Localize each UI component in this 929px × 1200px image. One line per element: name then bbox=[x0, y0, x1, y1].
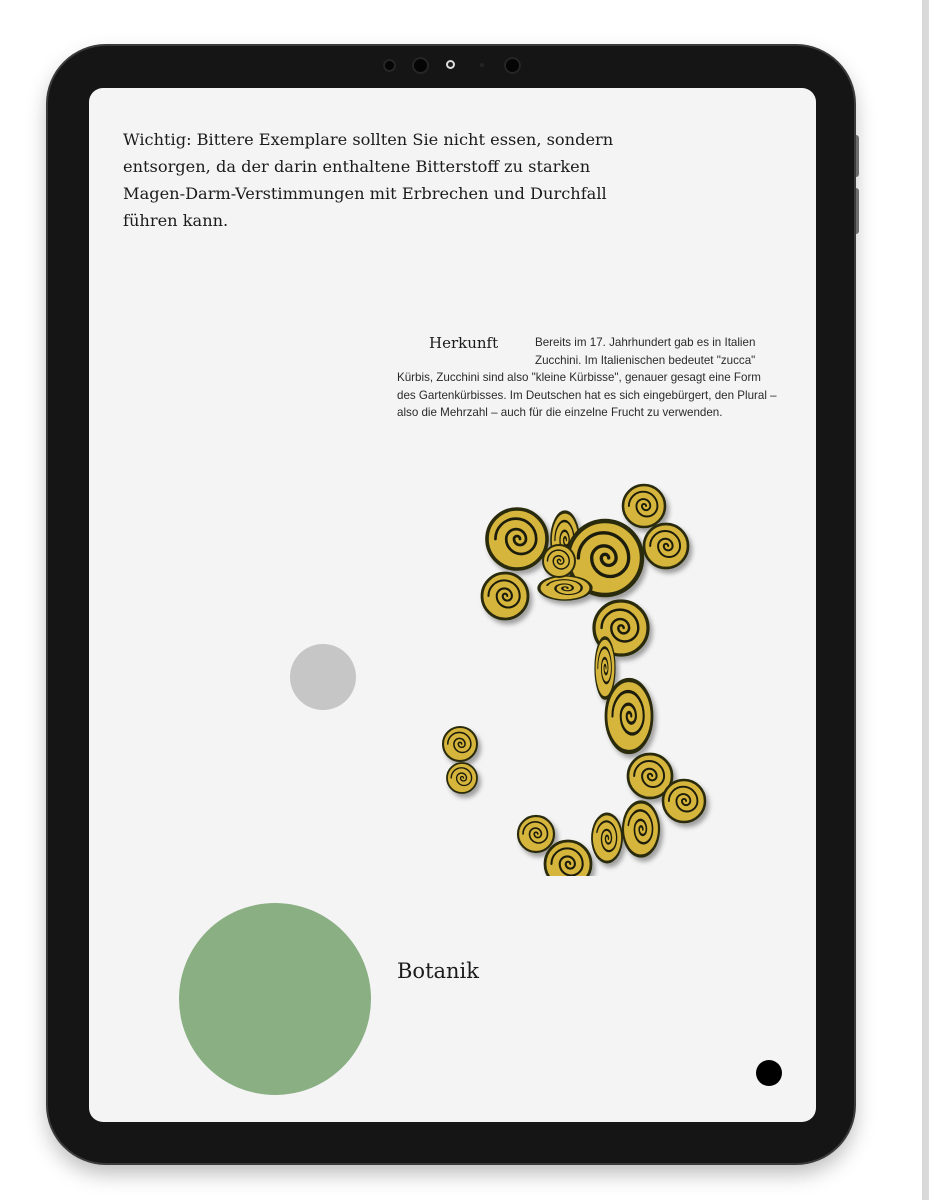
volume-up-button bbox=[854, 135, 859, 177]
light-sensor-icon bbox=[480, 63, 484, 67]
herkunft-body: Bereits im 17. Jahrhundert gab es in Italien Zucchini. Im Italienischen bedeutet "zucca" Kürbis, Zucchini sind also "kleine Kürbisse", genauer gesagt eine Form des Gartenkürbisses. Im Deutschen hat es sich eingebürgert, den Plural – also die Mehrzahl – auch für die einzelne Frucht zu verwenden. bbox=[397, 336, 777, 419]
section-circle bbox=[179, 903, 371, 1095]
camera-icon bbox=[412, 57, 429, 74]
camera-bar bbox=[48, 57, 854, 73]
volume-down-button bbox=[854, 188, 859, 234]
herkunft-heading: Herkunft bbox=[429, 334, 499, 352]
marker-dot bbox=[290, 644, 356, 710]
indicator-icon bbox=[446, 60, 455, 69]
navigation-dot-button[interactable] bbox=[756, 1060, 782, 1086]
tablet-frame bbox=[48, 46, 854, 1163]
face-id-icon bbox=[504, 57, 521, 74]
section-title-botanik: Botanik bbox=[397, 959, 480, 983]
app-screen bbox=[89, 88, 816, 1122]
intro-warning-text: Wichtig: Bittere Exemplare sollten Sie nicht essen, sondern entsorgen, da der darin enthaltene Bitterstoff zu starken Magen-Darm-Verstimmungen mit Erbrechen und Durchfall führen kann. bbox=[123, 130, 614, 230]
sensor-icon bbox=[383, 59, 396, 72]
page-edge bbox=[922, 0, 929, 1200]
italy-zucchini-spiral-map-icon bbox=[419, 466, 719, 876]
